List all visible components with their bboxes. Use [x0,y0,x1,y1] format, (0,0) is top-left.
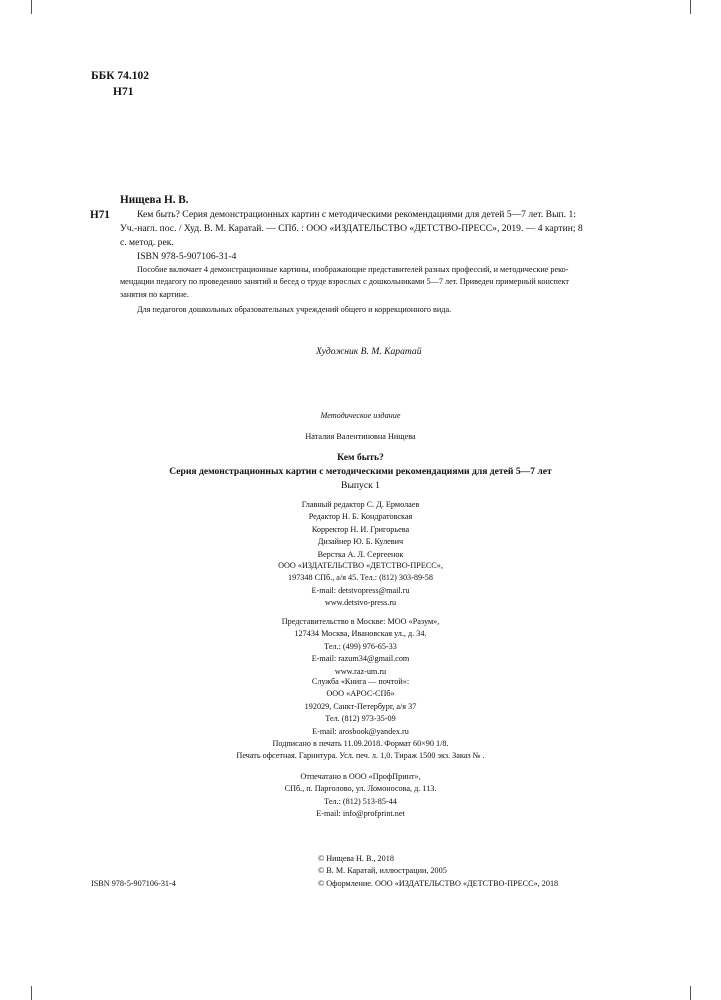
staff-line: Верстка А. Л. Сергеенок [317,549,404,559]
description-line: с. метод. рек. [120,237,174,248]
catalog-annotation [120,264,640,317]
mail-order-service [0,676,721,738]
description-line: Уч.-нагл. пос. / Худ. В. М. Каратай. — СПб. : ООО «ИЗДАТЕЛЬСТВО «ДЕТСТВО-ПРЕСС», 2019. — 4 картин; 8 [120,223,583,234]
annotation-line: занятия по картине. [120,289,189,299]
author-full-name: Наталия Валентиновна Нищева [305,432,416,441]
publisher-line: ООО «ИЗДАТЕЛЬСТВО «ДЕТСТВО-ПРЕСС», [278,561,443,570]
footer-isbn: ISBN 978-5-907106-31-4 [91,879,176,888]
publisher-info [0,560,721,610]
description-line: Кем быть? Серия демонстрационных картин с методическими рекомендациями для детей 5—7 лет. Вып. 1: [137,209,576,220]
moscow-line: E-mail: razum34@gmail.com [311,654,410,664]
bbk-author-mark: Н71 [113,86,134,98]
catalog-description [120,208,632,264]
crop-mark-bottom-left [31,986,32,1000]
printer-line: E-mail: info@profprint.net [316,809,405,819]
printer-info [0,771,721,821]
staff-line: Редактор Н. Б. Кондратовская [308,512,413,522]
catalog-mark: Н71 [90,209,110,221]
issue-number: Выпуск 1 [341,480,380,491]
bbk-code: ББК 74.102 [91,70,150,82]
moscow-line: www.raz-um.ru [334,666,387,676]
edition-type: Методическое издание [320,411,401,420]
printer-line: Отпечатано в ООО «ПрофПринт», [300,772,421,781]
publisher-line: 197348 СПб., а/я 45. Тел.: (812) 303-89-58 [288,573,433,583]
mail-service-line: ООО «АРОС-СПб» [326,689,395,699]
copyright-line: © Оформление. ООО «ИЗДАТЕЛЬСТВО «ДЕТСТВО-ПРЕСС», 2018 [318,878,559,888]
copyright-line: © Нищева Н. В., 2018 [318,854,394,863]
annotation-line: мендации педагогу по проведению занятий и бесед о труде взрослых с дошкольниками 5—7 лет. Приведен примерный конспект [120,277,569,287]
mail-service-line: Тел. (812) 973-35-09 [325,714,396,724]
print-details [0,738,721,763]
moscow-line: 127434 Москва, Ивановская ул., д. 34. [294,629,427,639]
catalog-author: Нищева Н. В. [120,194,189,206]
printer-line: СПб., п. Парголово, ул. Ломоносова, д. 113. [284,784,437,794]
staff-line: Главный редактор С. Д. Ермолаев [301,500,420,509]
moscow-line: Тел.: (499) 976-65-33 [324,641,397,651]
print-line: Печать офсетная. Гарнитура. Усл. печ. л. 1,0. Тираж 1500 экз. Заказ № . [236,751,485,761]
staff-line: Корректор Н. И. Григорьева [311,524,410,534]
printer-line: Тел.: (812) 513-85-44 [324,796,397,806]
moscow-line: Представительство в Москве: МОО «Разум», [281,617,440,626]
annotation-audience: Для педагогов дошкольных образовательных учреждений общего и коррекционного вида. [137,305,452,315]
bbk-block [91,68,149,100]
editorial-staff [0,499,721,561]
mail-service-line: 192029, Санкт-Петербург, а/я 37 [304,701,417,711]
copyright-line: © В. М. Каратай, иллюстрации, 2005 [318,866,447,876]
publisher-line: E-mail: detstvopress@mail.ru [311,585,410,595]
catalog-isbn: ISBN 978-5-907106-31-4 [137,251,237,262]
moscow-office [0,616,721,678]
copyright-block [318,853,558,890]
crop-mark-bottom-right [690,986,691,1000]
series-title: Серия демонстрационных картин с методическими рекомендациями для детей 5—7 лет [169,466,552,477]
artist-credit: Художник В. М. Каратай [316,346,422,357]
mail-service-line: Служба «Книга — почтой»: [311,677,410,686]
crop-mark-top-left [31,0,32,14]
book-title: Кем быть? [337,452,384,463]
crop-mark-top-right [690,0,691,14]
staff-line: Дизайнер Ю. Б. Кулевич [317,537,404,547]
annotation-line: Пособие включает 4 демонстрационные картины, изображающие представителей разных профессий, и методические реко- [137,265,569,274]
print-line: Подписано в печать 11.09.2018. Формат 60×90 1/8. [272,739,449,748]
mail-service-line: E-mail: arosbook@yandex.ru [312,726,409,736]
publisher-line: www.detstvo-press.ru [324,598,397,608]
